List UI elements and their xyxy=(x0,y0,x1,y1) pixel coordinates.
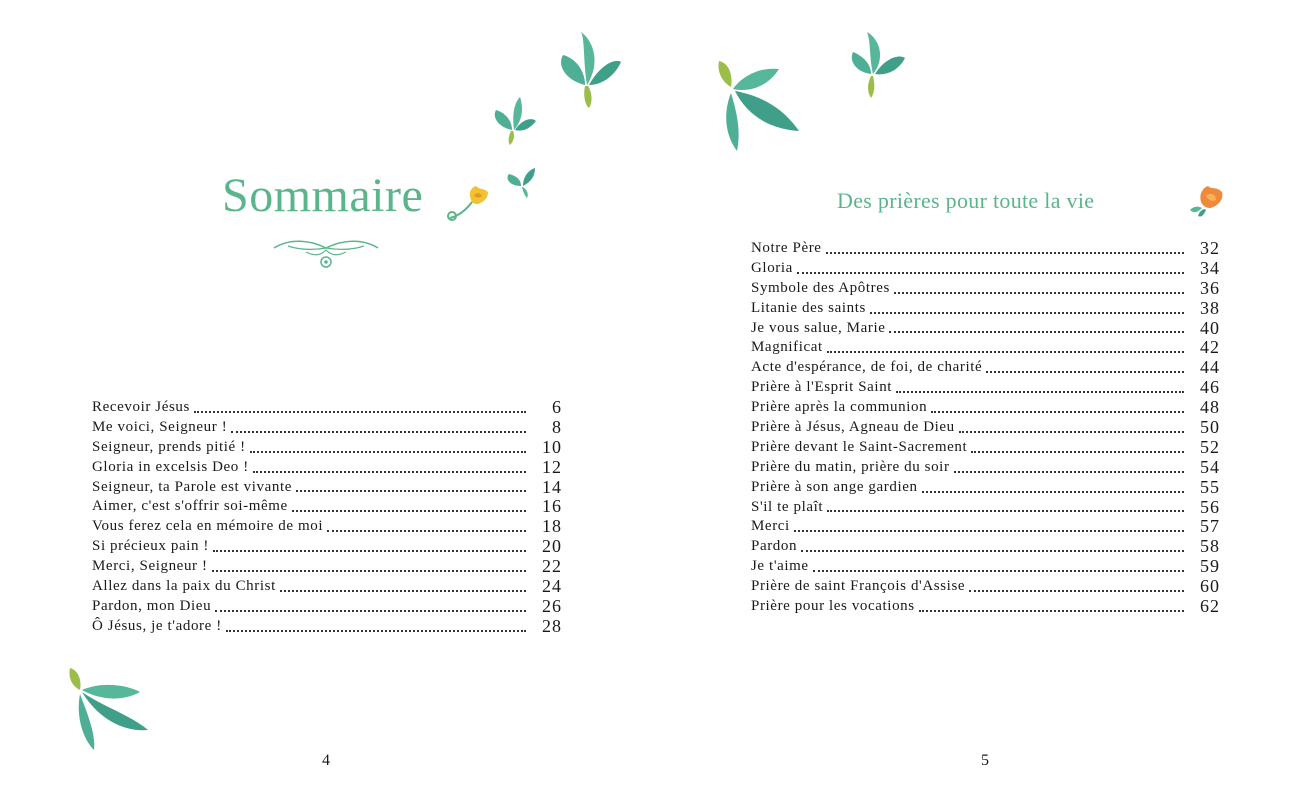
toc-entry[interactable]: Seigneur, ta Parole est vivante 14 xyxy=(92,476,562,497)
toc-entry[interactable]: Ô Jésus, je t'adore ! 28 xyxy=(92,615,562,636)
toc-entry[interactable]: Je t'aime 59 xyxy=(751,556,1220,577)
toc-entry[interactable]: Magnificat 42 xyxy=(751,337,1220,358)
page-number: 5 xyxy=(981,752,989,769)
toc-entry[interactable]: Pardon, mon Dieu 26 xyxy=(92,595,562,616)
toc-entry[interactable]: Symbole des Apôtres 36 xyxy=(751,277,1220,298)
toc-entry[interactable]: Prière devant le Saint-Sacrement 52 xyxy=(751,436,1220,457)
toc-entry[interactable]: Prière à l'Esprit Saint 46 xyxy=(751,377,1220,398)
page-title: Sommaire xyxy=(222,169,424,222)
toc-entry[interactable]: Prière pour les vocations 62 xyxy=(751,596,1220,617)
toc-entry[interactable]: Prière de saint François d'Assise 60 xyxy=(751,576,1220,597)
toc-entry[interactable]: Prière à Jésus, Agneau de Dieu 50 xyxy=(751,417,1220,437)
toc-entry[interactable]: Notre Père 32 xyxy=(751,237,1220,258)
toc-entry[interactable]: Prière après la communion 48 xyxy=(751,397,1220,418)
leaf-icon xyxy=(490,95,540,150)
toc-entry[interactable]: Acte d'espérance, de foi, de charité 44 xyxy=(751,357,1220,378)
toc-entry[interactable]: Litanie des saints 38 xyxy=(751,297,1220,318)
toc-entry[interactable]: Vous ferez cela en mémoire de moi 18 xyxy=(92,516,562,537)
right-page xyxy=(657,0,1315,797)
toc-entry[interactable]: Prière à son ange gardien 55 xyxy=(751,476,1220,497)
leaf-icon xyxy=(503,164,543,202)
ornament-icon xyxy=(270,236,382,270)
toc-entry[interactable]: Prière du matin, prière du soir 54 xyxy=(751,456,1220,477)
toc-entry[interactable]: Gloria 34 xyxy=(751,257,1220,278)
toc-entry[interactable]: S'il te plaît 56 xyxy=(751,496,1220,517)
toc-entry[interactable]: Je vous salue, Marie 40 xyxy=(751,317,1220,338)
flower-icon xyxy=(444,182,494,224)
toc-entry[interactable]: Pardon 58 xyxy=(751,536,1220,557)
toc-entry[interactable]: Gloria in excelsis Deo ! 12 xyxy=(92,456,562,477)
toc-entry[interactable]: Merci, Seigneur ! 22 xyxy=(92,556,562,577)
toc-entry[interactable]: Me voici, Seigneur ! 8 xyxy=(92,416,562,437)
toc-entry[interactable]: Allez dans la paix du Christ 24 xyxy=(92,576,562,596)
toc-list xyxy=(92,398,562,637)
section-title: Des prières pour toute la vie xyxy=(837,188,1095,213)
left-page xyxy=(0,0,657,797)
toc-entry[interactable]: Merci 57 xyxy=(751,516,1220,537)
flower-icon xyxy=(1184,180,1228,224)
page-number: 4 xyxy=(322,752,330,769)
toc-entry[interactable]: Si précieux pain ! 20 xyxy=(92,536,562,557)
toc-entry[interactable]: Seigneur, prends pitié ! 10 xyxy=(92,436,562,457)
leaf-icon xyxy=(845,30,907,102)
toc-entry[interactable]: Aimer, c'est s'offrir soi-même 16 xyxy=(92,496,562,517)
leaf-icon xyxy=(555,30,625,115)
toc-list xyxy=(751,239,1220,617)
toc-entry[interactable]: Recevoir Jésus 6 xyxy=(92,396,562,417)
leaf-icon xyxy=(60,660,155,755)
leaf-icon xyxy=(707,55,807,155)
